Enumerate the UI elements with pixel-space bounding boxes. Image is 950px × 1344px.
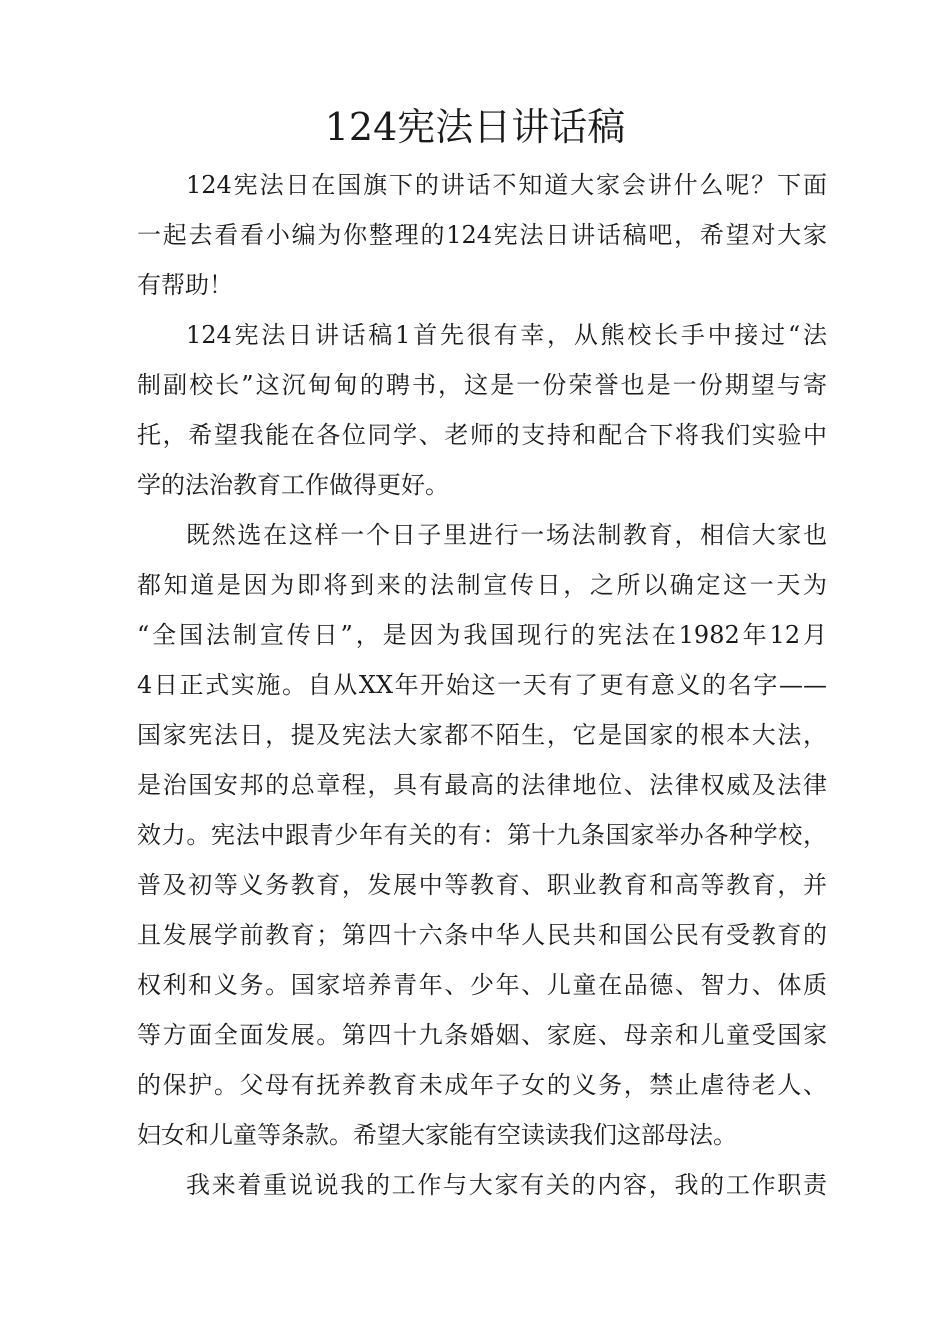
paragraph-line: 是治国安邦的总章程，具有最高的法律地位、法律权威及法律 [137,771,827,799]
document-body [137,160,827,1210]
paragraph-line: “全国法制宣传日”，是因为我国现行的宪法在1982年12月 [137,621,827,649]
paragraph-line: 学的法治教育工作做得更好。 [137,471,449,499]
paragraph [137,310,827,510]
paragraph-line: 124宪法日在国旗下的讲话不知道大家会讲什么呢？下面 [186,171,827,199]
paragraph-line: 效力。宪法中跟青少年有关的有：第十九条国家举办各种学校， [137,821,827,849]
paragraph-line: 有帮助！ [137,271,233,299]
paragraph-line: 托，希望我能在各位同学、老师的支持和配合下将我们实验中 [137,421,827,449]
paragraph-line: 都知道是因为即将到来的法制宣传日，之所以确定这一天为 [137,571,827,599]
paragraph-line: 我来着重说说我的工作与大家有关的内容，我的工作职责 [186,1171,827,1199]
paragraph [137,160,827,310]
paragraph-line: 制副校长”这沉甸甸的聘书，这是一份荣誉也是一份期望与寄 [137,371,827,399]
paragraph-line: 一起去看看小编为你整理的124宪法日讲话稿吧，希望对大家 [137,221,827,249]
paragraph-line: 等方面全面发展。第四十九条婚姻、家庭、母亲和儿童受国家 [137,1021,827,1049]
document-title: 124宪法日讲话稿 [324,105,626,149]
paragraph-line: 且发展学前教育；第四十六条中华人民共和国公民有受教育的 [137,921,827,949]
paragraph [137,1160,827,1210]
paragraph-line: 妇女和儿童等条款。希望大家能有空读读我们这部母法。 [137,1121,737,1149]
paragraph-line: 的保护。父母有抚养教育未成年子女的义务，禁止虐待老人、 [137,1071,827,1099]
paragraph-line: 4日正式实施。自从XX年开始这一天有了更有意义的名字—— [137,671,827,699]
paragraph-line: 124宪法日讲话稿1首先很有幸，从熊校长手中接过“法 [186,321,827,349]
paragraph-line: 权利和义务。国家培养青年、少年、儿童在品德、智力、体质 [137,971,827,999]
paragraph-line: 普及初等义务教育，发展中等教育、职业教育和高等教育，并 [137,871,827,899]
paragraph-line: 既然选在这样一个日子里进行一场法制教育，相信大家也 [186,521,827,549]
paragraph-line: 国家宪法日，提及宪法大家都不陌生，它是国家的根本大法， [137,721,827,749]
paragraph [137,510,827,1160]
